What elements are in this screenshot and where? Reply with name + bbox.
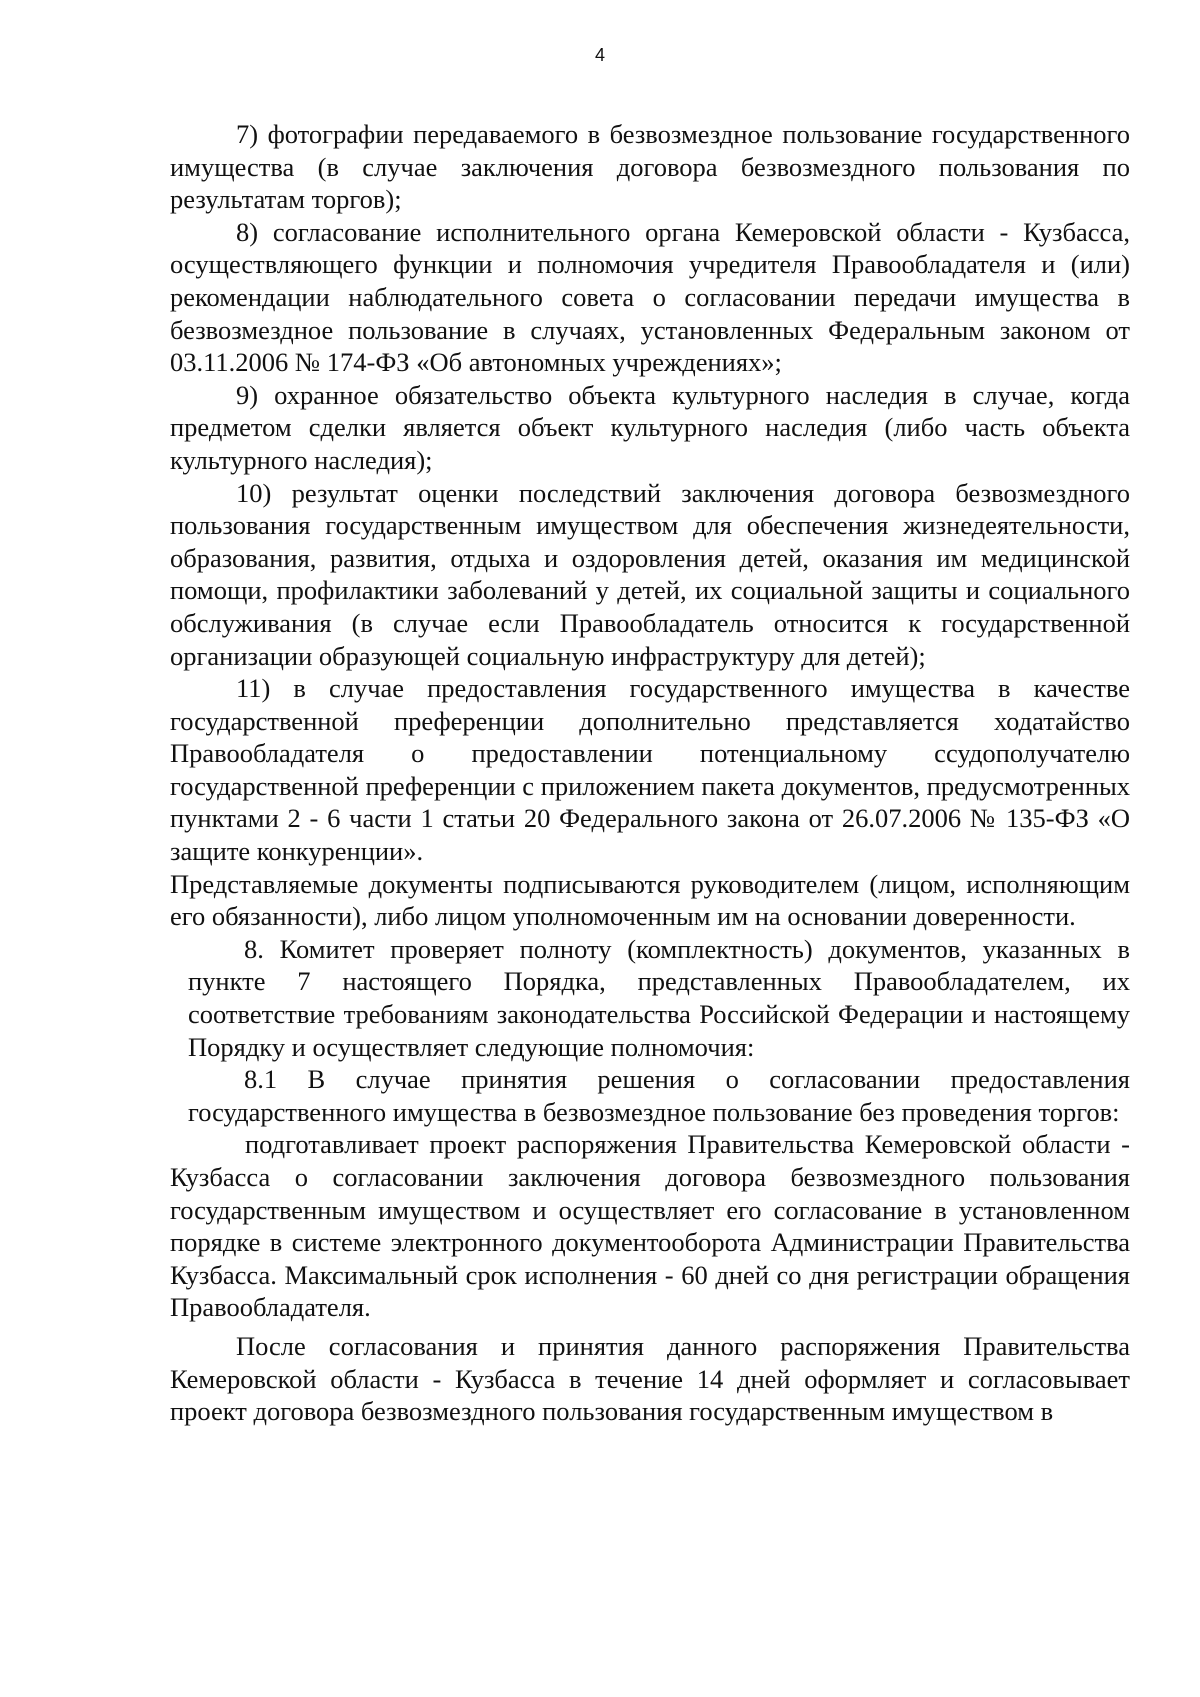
paragraph-section-8-1: 8.1 В случае принятия решения о согласовании предоставления государственного имущества в безвозмездное пользование без проведения торгов: [188,1064,1130,1127]
paragraph-item-8: 8) согласование исполнительного органа Кемеровской области - Кузбасса, осуществляющего функции и полномочия учредителя Правообладателя и (или) рекомендации наблюдательного совета о согласовании передачи имущества в безвозмездное пользование в случаях, установленных Федеральным законом от 03.11.2006 № 174-ФЗ «Об автономных учреждениях»; [170,216,1130,378]
document-body [170,118,1130,1428]
paragraph-after-approval: После согласования и принятия данного распоряжения Правительства Кемеровской области - Кузбасса в течение 14 дней оформляет и согласовывает проект договора безвозмездного пользования государственным имуществом в [170,1330,1130,1427]
paragraph-section-8: 8. Комитет проверяет полноту (комплектность) документов, указанных в пункте 7 настоящего Порядка, представленных Правообладателем, их соответствие требованиям законодательства Российской Федерации и настоящему Порядку и осуществляет следующие полномочия: [188,933,1130,1062]
paragraph-prepares-order: подготавливает проект распоряжения Правительства Кемеровской области - Кузбасса о согласовании заключения договора безвозмездного пользования государственным имуществом и осуществляет его согласование в установленном порядке в системе электронного документооборота Администрации Правительства Кузбасса. Максимальный срок исполнения - 60 дней со дня регистрации обращения Правообладателя. [170,1129,1130,1323]
paragraph-item-10: 10) результат оценки последствий заключения договора безвозмездного пользования государственным имуществом для обеспечения жизнедеятельности, образования, развития, отдыха и оздоровления детей, оказания им медицинской помощи, профилактики заболеваний у детей, их социальной защиты и социального обслуживания (в случае если Правообладатель относится к государственной организации образующей социальную инфраструктуру для детей); [170,477,1130,671]
paragraph-item-9: 9) охранное обязательство объекта культурного наследия в случае, когда предметом сделки является объект культурного наследия (либо часть объекта культурного наследия); [170,379,1130,475]
paragraph-item-7: 7) фотографии передаваемого в безвозмездное пользование государственного имущества (в случае заключения договора безвозмездного пользования по результатам торгов); [170,119,1130,215]
paragraph-signing-note: Представляемые документы подписываются руководителем (лицом, исполняющим его обязанности), либо лицом уполномоченным им на основании доверенности. [170,868,1130,932]
page-number: 4 [594,45,605,65]
paragraph-item-11: 11) в случае предоставления государственного имущества в качестве государственной преференции дополнительно представляется ходатайство Правообладателя о предоставлении потенциальному ссудополучателю государственной преференции с приложением пакета документов, предусмотренных пунктами 2 - 6 части 1 статьи 20 Федерального закона от 26.07.2006 № 135-ФЗ «О защите конкуренции». [170,673,1131,867]
